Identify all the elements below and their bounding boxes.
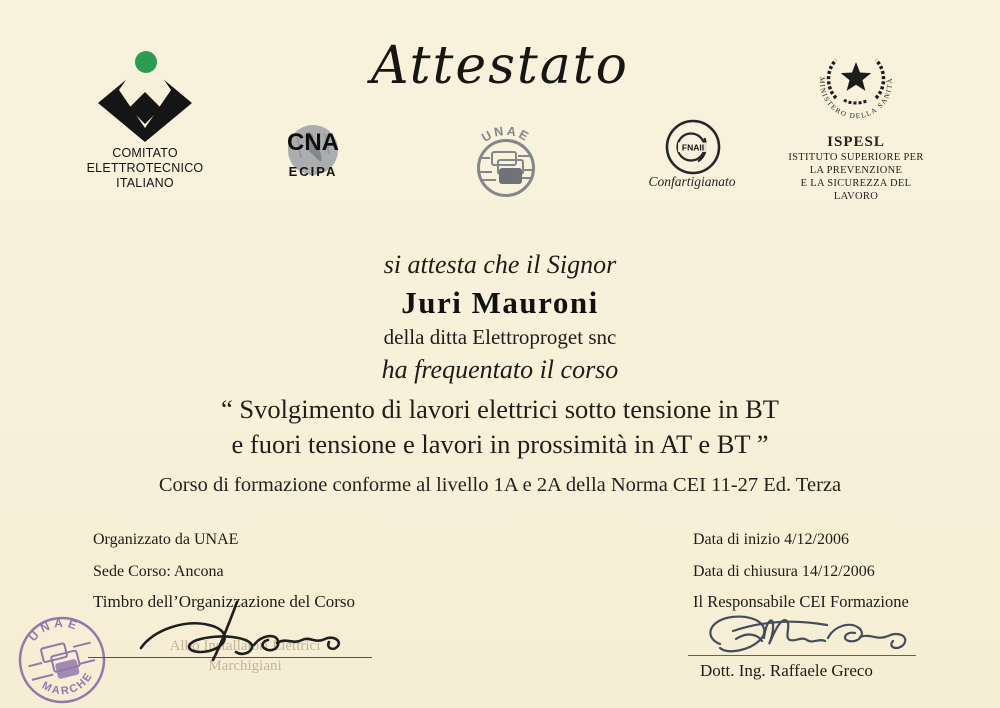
svg-text:UNAE xyxy=(23,610,85,646)
stamp-bottom-text: MARCHE xyxy=(39,669,96,698)
stamp-top-text: UNAE xyxy=(25,615,83,645)
fnaii-label: FNAII xyxy=(681,142,705,153)
star-icon xyxy=(841,62,871,91)
recipient-company: della ditta Elettroproget snc xyxy=(383,325,617,349)
stamp-caption: Timbro dell’Organizzazione del Corso xyxy=(93,592,356,611)
course-conformity: Corso di formazione conforme al livello 1A e 2A della Norma CEI 11-27 Ed. Terza xyxy=(158,474,842,496)
course-title-line1: “ Svolgimento di lavori elettrici sotto tensione in BT xyxy=(221,394,779,424)
cei-caption-line: COMITATO xyxy=(112,146,178,160)
recipient-name: Juri Mauroni xyxy=(401,285,599,320)
cei-caption-line: ELETTROTECNICO xyxy=(86,160,204,175)
ispesl-caption-line: LA PREVENZIONE xyxy=(809,165,903,177)
course-intro: ha frequentato il corso xyxy=(381,355,619,384)
cei-caption xyxy=(65,146,225,190)
ispesl-caption-line: ISTITUTO SUPERIORE PER xyxy=(788,152,924,163)
right-signature xyxy=(678,608,928,664)
ispesl-caption-line: LAVORO xyxy=(833,191,879,203)
ministero-curved-text: MINISTERO DELLA SANITÀ xyxy=(817,76,895,121)
unae-curved-label: UNAE xyxy=(479,123,533,145)
ministero-sanita-seal-icon xyxy=(814,42,898,130)
organizer-line: Organizzato da UNAE xyxy=(93,531,239,548)
watermark-line: Albo Installatori Elettrici xyxy=(169,638,321,654)
unae-logo xyxy=(468,120,544,204)
attestation-intro: si attesta che il Signor xyxy=(383,250,617,279)
course-title-line2: e fuori tensione e lavori in prossimità in AT e BT ” xyxy=(231,429,769,459)
responsible-line: Il Responsabile CEI Formazione xyxy=(693,592,909,611)
fnaii-logo xyxy=(662,116,724,182)
ispesl-caption-line: E LA SICUREZZA DEL xyxy=(800,178,912,190)
confartigianato-label: Confartigianato xyxy=(648,174,736,189)
ecipa-label: ECIPA xyxy=(288,164,338,179)
end-date-line: Data di chiusura 14/12/2006 xyxy=(693,563,875,580)
signer-name: Dott. Ing. Raffaele Greco xyxy=(700,661,873,680)
left-signature xyxy=(125,596,385,668)
start-date-line: Data di inizio 4/12/2006 xyxy=(693,531,849,548)
cei-caption-line: ITALIANO xyxy=(116,175,174,190)
ispesl-block xyxy=(776,134,936,204)
certificate-title: Attestato xyxy=(371,36,629,96)
watermark-line: Marchigiani xyxy=(208,657,282,674)
cna-logo-text: CNA xyxy=(287,129,339,156)
ispesl-acronym: ISPESL xyxy=(827,134,885,150)
venue-line: Sede Corso: Ancona xyxy=(93,563,224,580)
